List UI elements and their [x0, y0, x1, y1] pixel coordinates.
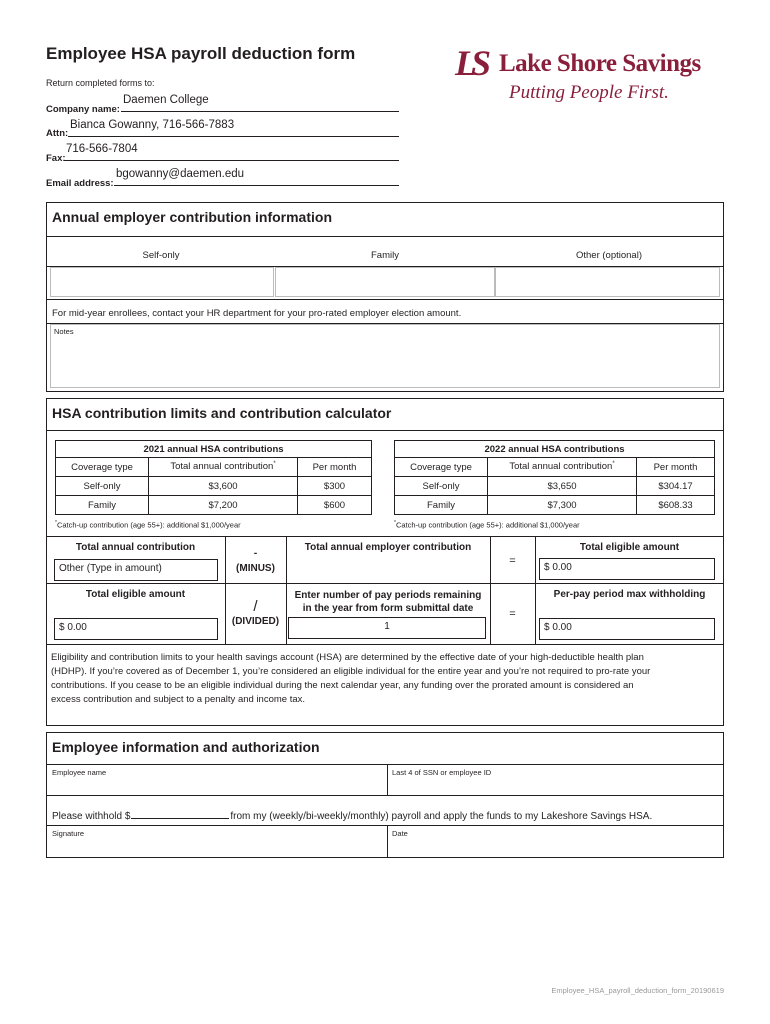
- email-label: Email address:: [46, 178, 114, 189]
- logo-monogram: LS: [455, 43, 486, 83]
- table-2022-h2: Total annual contribution*: [488, 458, 637, 477]
- table-row: Self-only $3,600 $300: [56, 477, 372, 496]
- equals-symbol-2: =: [509, 608, 516, 620]
- employee-section: [46, 732, 724, 858]
- logo: [455, 42, 725, 112]
- table-row: Family $7,200 $600: [56, 496, 372, 515]
- email-field[interactable]: [114, 170, 399, 186]
- ssn-field[interactable]: [388, 765, 723, 795]
- date-label: Date: [392, 829, 408, 838]
- other-input[interactable]: [495, 267, 720, 297]
- self-only-input[interactable]: [50, 267, 274, 297]
- table-2022-title: 2022 annual HSA contributions: [395, 441, 715, 458]
- perpay-output: $ 0.00: [539, 618, 715, 640]
- footnote-2021: *Catch-up contribution (age 55+): additional $1,000/year: [55, 520, 241, 530]
- email-value: bgowanny@daemen.edu: [116, 168, 245, 180]
- employee-name-field[interactable]: [47, 765, 387, 795]
- eligible-output: $ 0.00: [539, 558, 715, 580]
- employer-label: Total annual employer contribution: [304, 542, 472, 553]
- company-field[interactable]: [121, 96, 399, 112]
- col-self-only: Self-only: [142, 250, 180, 261]
- table-row: Self-only $3,650 $304.17: [395, 477, 715, 496]
- table-2021-title: 2021 annual HSA contributions: [56, 441, 372, 458]
- notes-input[interactable]: [50, 324, 720, 388]
- annual-header: Annual employer contribution information: [52, 209, 332, 225]
- attn-label: Attn:: [46, 128, 69, 139]
- footer-filename: Employee_HSA_payroll_deduction_form_20190619: [551, 986, 724, 995]
- logo-tagline: Putting People First.: [509, 82, 669, 103]
- footnote-2022: *Catch-up contribution (age 55+): additional $1,000/year: [394, 520, 580, 530]
- periods-label: Enter number of pay periods remaining in the year from form submittal date: [294, 590, 482, 614]
- fax-field[interactable]: [64, 145, 399, 161]
- table-2022-h3: Per month: [637, 458, 715, 477]
- ssn-label: Last 4 of SSN or employee ID: [392, 768, 492, 777]
- table-2021: [55, 440, 372, 515]
- employee-name-label: Employee name: [52, 768, 107, 777]
- table-row: Family $7,300 $608.33: [395, 496, 715, 515]
- table-2022: [394, 440, 715, 515]
- fax-value: 716-566-7804: [66, 143, 138, 155]
- limits-header: HSA contribution limits and contribution calculator: [52, 405, 392, 421]
- divided-label: (DIVIDED): [231, 616, 280, 627]
- table-2021-h3: Per month: [298, 458, 372, 477]
- perpay-label: Per-pay period max withholding: [553, 589, 706, 600]
- signature-field[interactable]: [47, 826, 387, 857]
- table-2022-h1: Coverage type: [395, 458, 488, 477]
- total-annual-label: Total annual contribution: [75, 542, 196, 553]
- return-intro: Return completed forms to:: [46, 78, 155, 88]
- eligible2-output: $ 0.00: [54, 618, 218, 640]
- midyear-note: For mid-year enrollees, contact your HR department for your pro-rated employer election amount.: [52, 308, 462, 319]
- eligible2-label: Total eligible amount: [85, 589, 186, 600]
- col-other: Other (optional): [575, 250, 642, 261]
- employee-header: Employee information and authorization: [52, 739, 320, 755]
- equals-symbol: =: [509, 555, 516, 567]
- fax-label: Fax:: [46, 153, 66, 164]
- eligible-label: Total eligible amount: [579, 542, 680, 553]
- divide-symbol: /: [253, 598, 258, 615]
- notes-label: Notes: [54, 327, 74, 336]
- eligibility-paragraph: Eligibility and contribution limits to your health savings account (HSA) are determined by the effective date of your high-deductible health plan (HDHP). If you’re covered as of December 1, you’re considered an eligible individual for the entire year and you’re not required to pro-rate your contributions. If you cease to be an eligible individual during the next calendar year, any funding over the prorated amount is considered an excess contribution and subject to a penalty and income tax.: [51, 652, 651, 705]
- annual-section: [46, 202, 724, 392]
- attn-field[interactable]: [68, 121, 399, 137]
- page-title: Employee HSA payroll deduction form: [46, 44, 356, 63]
- company-value: Daemen College: [123, 94, 209, 106]
- col-family: Family: [371, 250, 399, 261]
- minus-label: (MINUS): [236, 563, 275, 574]
- signature-label: Signature: [52, 829, 85, 838]
- family-input[interactable]: [275, 267, 495, 297]
- withhold-amount-input[interactable]: [131, 809, 229, 819]
- company-label: Company name:: [46, 104, 120, 115]
- table-2021-h2: Total annual contribution*: [149, 458, 298, 477]
- date-field[interactable]: [388, 826, 723, 857]
- table-2021-h1: Coverage type: [56, 458, 149, 477]
- logo-brand: Lake Shore Savings: [499, 50, 701, 77]
- total-annual-select[interactable]: Other (Type in amount): [54, 559, 218, 581]
- minus-symbol: -: [253, 548, 258, 559]
- pay-periods-input[interactable]: 1: [288, 617, 486, 639]
- withhold-line: Please withhold $ from my (weekly/bi-weekly/monthly) payroll and apply the funds to my Lakeshore Savings HSA.: [52, 811, 653, 822]
- attn-value: Bianca Gowanny, 716-566-7883: [70, 119, 235, 131]
